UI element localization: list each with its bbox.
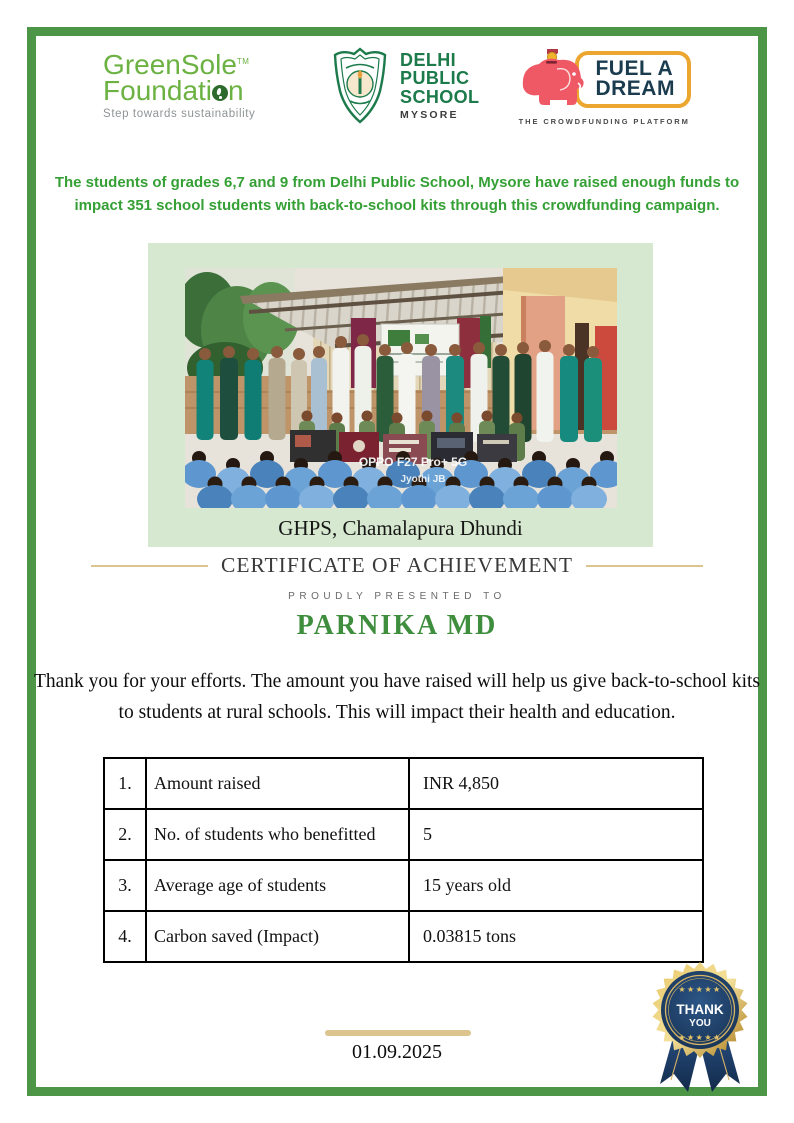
row-value-cell: 0.03815 tons [409,911,703,962]
school-photo [185,268,617,508]
row-label-cell: Amount raised [146,758,409,809]
dps-shield-icon [331,46,389,126]
row-number-cell: 4. [104,911,146,962]
dps-line3: SCHOOL [400,86,480,107]
fuel-a-dream-logo [517,47,691,126]
row-number-cell: 1. [104,758,146,809]
fad-line1: FUEL A [595,56,674,80]
thank-you-message [25,666,769,728]
table-row [104,860,703,911]
row-value-cell: 5 [409,809,703,860]
intro-text: The students of grades 6,7 and 9 from Delhi Public School, Mysore have raised enough funds to impact 351 school students with back-to-school kits through this crowdfunding campaign. [54,174,740,215]
photo-watermark-line2: Jyothi JB [399,474,446,485]
presented-label: PROUDLY PRESENTED TO [288,591,506,602]
title-rule-right [586,565,703,567]
fuel-a-dream-wordmark-box [575,51,691,109]
intro-paragraph [36,171,758,218]
photo-watermark-line1: OPPO F27 Pro+ 5G [358,455,467,469]
date: 01.09.2025 [352,1041,442,1063]
row-number-cell: 2. [104,809,146,860]
dps-line2: PUBLIC [400,68,470,89]
thank-you-badge [644,956,756,1096]
globe-footprint-icon [212,85,228,101]
certificate-title-row [0,553,794,578]
partner-logos-row [0,46,794,126]
table-row [104,809,703,860]
dps-line1: DELHI [400,49,457,70]
row-label-cell: Average age of students [146,860,409,911]
row-value-cell: 15 years old [409,860,703,911]
greensole-name: GreenSole [103,48,237,80]
foundation-name-pre: Foundati [103,75,213,106]
dps-mysore-logo [331,46,479,126]
badge-stars-top: ★★★★★ [678,985,722,994]
row-number-cell: 3. [104,860,146,911]
badge-thank-label: THANK [676,1002,724,1017]
fad-line2: DREAM [595,76,675,100]
row-label-cell: No. of students who benefitted [146,809,409,860]
title-rule-left [91,565,208,567]
photo-caption: GHPS, Chamalapura Dhundi [278,516,523,540]
row-label-cell: Carbon saved (Impact) [146,911,409,962]
dps-city-label: MYSORE [400,109,459,122]
photo-card [148,243,653,547]
table-row [104,758,703,809]
badge-you-label: YOU [689,1018,711,1029]
trademark-symbol: TM [236,56,250,66]
greensole-foundation-logo [103,48,293,121]
greensole-tagline: Step towards sustainability [103,108,256,121]
greensole-wordmark [103,48,293,106]
elephant-piggybank-icon [517,47,591,113]
recipient-name: PARNIKA MD [296,610,498,641]
certificate-title: CERTIFICATE OF ACHIEVEMENT [221,553,573,577]
table-row [104,911,703,962]
school-photo-illustration [185,268,617,508]
date-rule [325,1030,471,1036]
dps-wordmark [400,51,479,106]
impact-table [103,757,704,963]
thank-you-text: Thank you for your efforts. The amount you have raised will help us give back-to-school kits to students at rural schools. This will impact their health and education. [33,671,761,724]
badge-stars-bottom: ★★★★★ [678,1033,722,1042]
foundation-name-post: n [228,75,244,106]
row-value-cell: INR 4,850 [409,758,703,809]
fad-tagline: THE CROWDFUNDING PLATFORM [518,116,690,126]
